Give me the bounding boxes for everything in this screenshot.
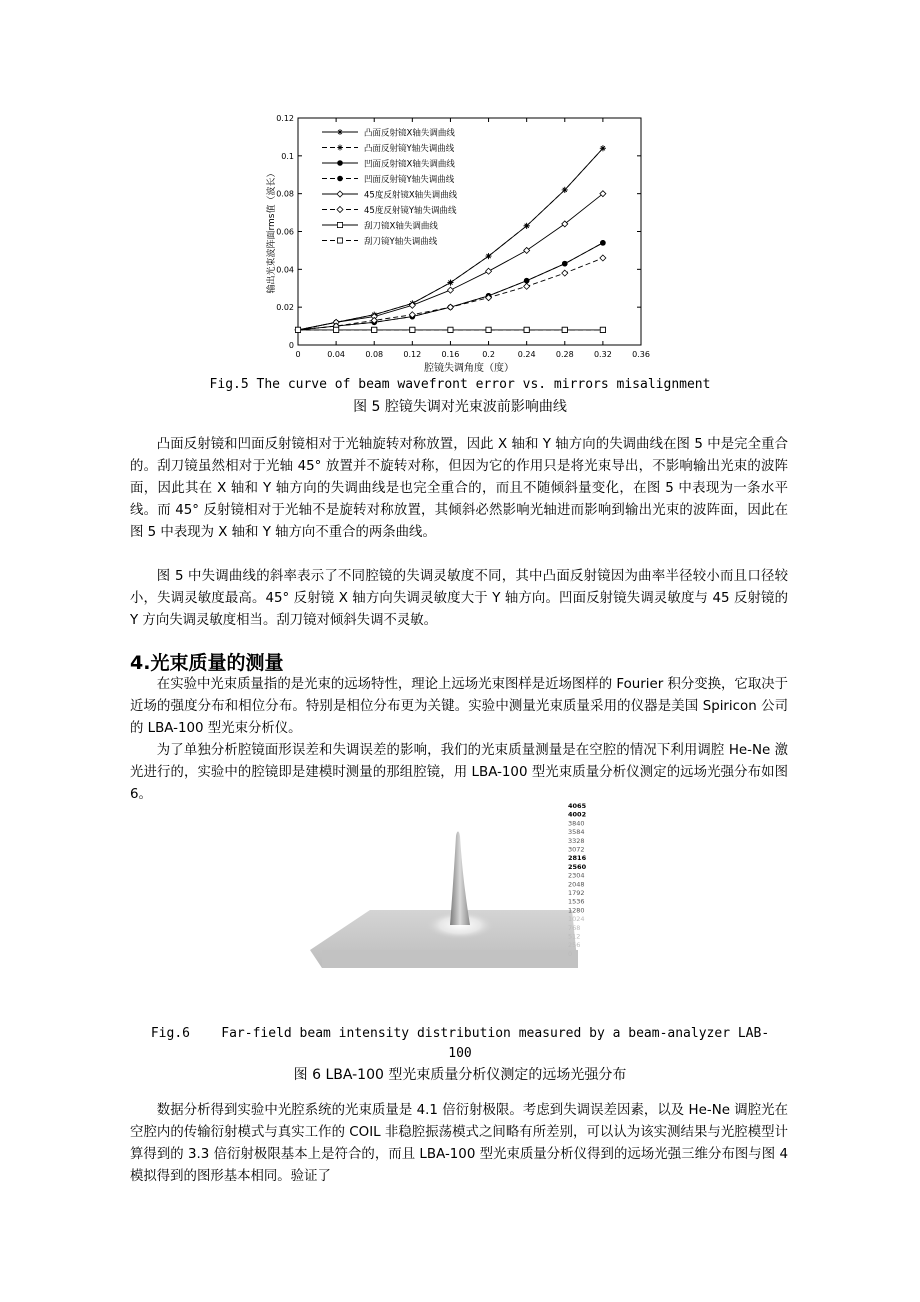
x-tick-label: 0 xyxy=(295,350,301,359)
scale-label: 3840 xyxy=(568,819,585,828)
figure-5-caption-zh: 图 5 腔镜失调对光束波前影响曲线 xyxy=(353,399,567,415)
data-point xyxy=(410,327,415,332)
scale-label: 256 xyxy=(568,941,581,950)
figure-6-caption-en-line1: Fig.6 Far-field beam intensity distribution measured by a beam-analyzer LAB- xyxy=(150,1026,770,1041)
scale-label: 2048 xyxy=(568,880,585,889)
x-tick-label: 0.36 xyxy=(632,350,650,359)
section-heading: 4.光束质量的测量 xyxy=(130,652,284,674)
y-tick-label: 0.12 xyxy=(276,114,294,123)
scale-label: 512 xyxy=(568,932,581,941)
y-tick-label: 0.04 xyxy=(276,265,294,275)
figure-6-caption-en xyxy=(140,1024,780,1064)
data-point xyxy=(562,327,567,332)
legend-label: 刮刀镜Y轴失调曲线 xyxy=(364,237,438,247)
figure-6-caption-zh: 图 6 LBA-100 型光束质量分析仪测定的远场光强分布 xyxy=(293,1067,627,1083)
figure-6-intensity-surface xyxy=(310,800,610,1015)
paragraph-1: 凸面反射镜和凹面反射镜相对于光轴旋转对称放置，因此 X 轴和 Y 轴方向的失调曲线在图 5 中是完全重合的。刮刀镜虽然相对于光轴 45° 放置并不旋转对称，但因为它的作用只是将光束导出，不影响输出光束的波阵面，因此其在 X 轴和 Y 轴方向的失调曲线是也完全重合的，而且不随倾斜量变化，在图 5 中表现为一条水平线。而 45° 反射镜相对于光轴不是旋转对称放置，其倾斜必然影响光轴进而影响到输出光束的波阵面，因此在图 5 中表现为 X 轴和 Y 轴方向不重合的两条曲线。 xyxy=(130,437,788,540)
data-point xyxy=(600,327,605,332)
data-point xyxy=(524,278,529,283)
scale-label: 4002 xyxy=(568,810,587,819)
data-point xyxy=(334,327,339,332)
data-point xyxy=(562,261,567,266)
data-point xyxy=(600,240,605,245)
paragraph-4: 为了单独分析腔镜面形误差和失调误差的影响，我们的光束质量测量是在空腔的情况下利用调腔 He-Ne 激光进行的，实验中的腔镜即是建模时测量的那组腔镜，用 LBA-100 型光束质量分析仪测定的远场光强分布如图 6。 xyxy=(130,743,788,802)
y-tick-label: 0.02 xyxy=(276,303,294,313)
scale-label: 4065 xyxy=(568,802,587,810)
legend-label: 刮刀镜X轴失调曲线 xyxy=(364,221,438,232)
y-axis-label: 输出光束波阵面rms值（波长） xyxy=(267,168,277,294)
x-axis-label: 腔镜失调角度（度） xyxy=(424,363,514,374)
data-point xyxy=(295,327,300,332)
x-tick-label: 0.2 xyxy=(482,350,495,359)
data-point xyxy=(338,161,343,166)
scale-label: 1280 xyxy=(568,906,585,915)
data-point xyxy=(448,327,453,332)
legend-label: 45度反射镜X轴失调曲线 xyxy=(364,190,458,201)
legend-label: 凸面反射镜Y轴失调曲线 xyxy=(364,144,455,154)
legend-label: 凹面反射镜X轴失调曲线 xyxy=(364,159,455,170)
scale-label: 2560 xyxy=(568,862,587,871)
scale-label: 2816 xyxy=(568,854,587,863)
data-point xyxy=(524,327,529,332)
data-point xyxy=(337,222,342,227)
x-tick-label: 0.32 xyxy=(593,350,612,359)
data-point xyxy=(337,238,342,243)
intensity-peak xyxy=(450,832,470,926)
scale-label: 3072 xyxy=(568,845,585,854)
paragraph-2: 图 5 中失调曲线的斜率表示了不同腔镜的失调灵敏度不同，其中凸面反射镜因为曲率半径较小而且口径较小，失调灵敏度最高。45° 反射镜 X 轴方向失调灵敏度大于 Y 轴方向。凹面反射镜失调灵敏度与 45 反射镜的 Y 方向失调灵敏度相当。刮刀镜对倾斜失调不灵敏。 xyxy=(130,569,788,628)
y-tick-label: 0 xyxy=(288,341,294,350)
paragraph-5: 数据分析得到实验中光腔系统的光束质量是 4.1 倍衍射极限。考虑到失调误差因素，以及 He-Ne 调腔光在空腔内的传输衍射模式与真实工作的 COIL 非稳腔振荡模式之间略有所差别，可以认为该实测结果与光腔模型计算得到的 3.3 倍衍射极限基本上是符合的，而且 LBA-100 型光束质量分析仪得到的远场光强三维分布图与图 4 模拟得到的图形基本相同。验证了 xyxy=(130,1103,788,1184)
data-point xyxy=(338,176,343,181)
data-point xyxy=(486,327,491,332)
scale-label: 1536 xyxy=(568,897,585,906)
figure-5-chart xyxy=(258,105,658,377)
scale-label: 2304 xyxy=(568,871,585,880)
scale-label: 0 xyxy=(568,949,573,958)
scale-label: 3328 xyxy=(568,836,585,845)
x-tick-label: 0.16 xyxy=(441,350,460,359)
y-tick-label: 0.06 xyxy=(276,227,294,237)
x-tick-label: 0.24 xyxy=(517,350,536,359)
y-tick-label: 0.1 xyxy=(281,151,294,161)
y-tick-label: 0.08 xyxy=(276,189,294,199)
legend-label: 45度反射镜Y轴失调曲线 xyxy=(364,206,457,216)
plot-frame xyxy=(298,118,641,345)
data-point xyxy=(372,327,377,332)
scale-label: 1024 xyxy=(568,915,585,924)
scale-label: 1792 xyxy=(568,889,585,897)
scale-label: 768 xyxy=(568,923,581,932)
surface-plane-front xyxy=(322,950,578,968)
x-tick-label: 0.12 xyxy=(403,350,422,359)
figure-5-caption-en: Fig.5 The curve of beam wavefront error vs. mirrors misalignment xyxy=(209,377,711,392)
paragraph-3: 在实验中光束质量指的是光束的远场特性，理论上远场光束图样是近场图样的 Fourier 积分变换，它取决于近场的强度分布和相位分布。特别是相位分布更为关键。实验中测量光束质量采用的仪器是美国 Spiricon 公司的 LBA-100 型光束分析仪。 xyxy=(130,677,788,736)
scale-label: 3584 xyxy=(568,828,585,837)
x-tick-label: 0.28 xyxy=(555,350,574,359)
figure-6-caption-en-line2: 100 xyxy=(448,1046,472,1061)
x-tick-label: 0.08 xyxy=(365,350,384,359)
legend-label: 凹面反射镜Y轴失调曲线 xyxy=(364,175,455,185)
legend-label: 凸面反射镜X轴失调曲线 xyxy=(364,128,455,139)
x-tick-label: 0.04 xyxy=(327,350,346,359)
